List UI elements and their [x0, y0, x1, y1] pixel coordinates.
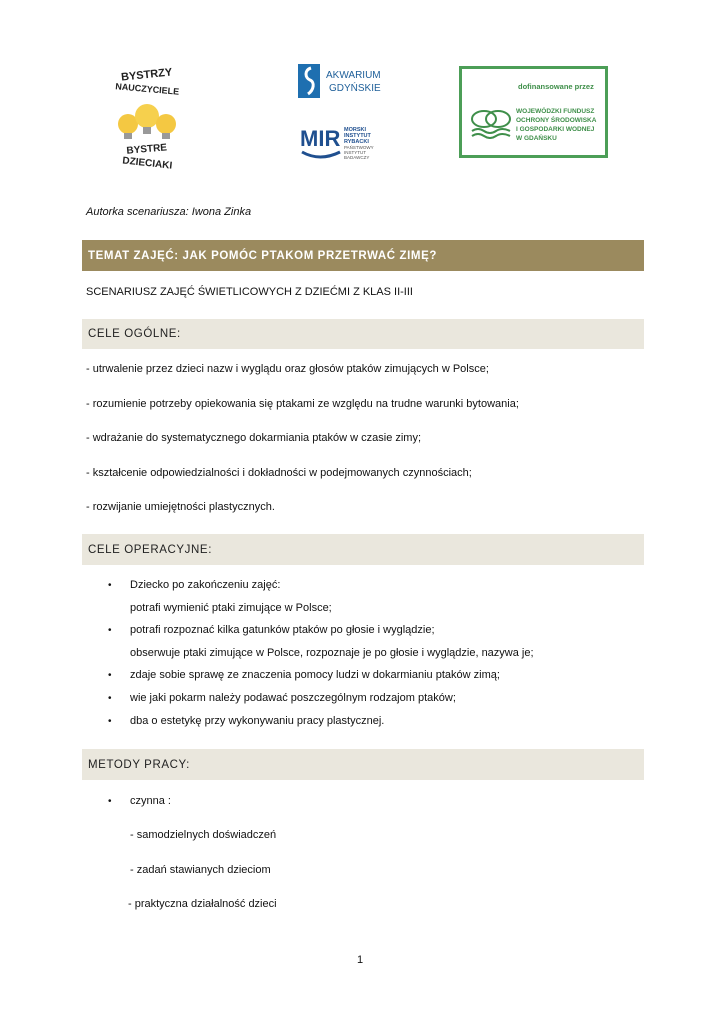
logo-text-4: DZIECIAKI: [121, 155, 173, 172]
cele-operacyjne-item: potrafi wymienić ptaki zimujące w Polsce;: [130, 602, 332, 614]
bullet: •: [108, 693, 112, 704]
mir-line5: INSTYTUT: [344, 150, 366, 155]
fund-line4: W GDAŃSKU: [516, 135, 557, 142]
topic-heading: TEMAT ZAJĘĆ: JAK POMÓC PTAKOM PRZETRWAĆ ZIMĘ?: [82, 240, 644, 271]
scenario-line: SCENARIUSZ ZAJĘĆ ŚWIETLICOWYCH Z DZIEĆMI Z KLAS II-III: [86, 286, 413, 298]
cele-ogolne-heading: CELE OGÓLNE:: [82, 319, 644, 349]
fish-net-icon: [470, 107, 512, 139]
author-line: Autorka scenariusza: Iwona Zinka: [86, 206, 252, 218]
metody-sub: - praktyczna działalność dzieci: [128, 898, 277, 910]
cele-ogolne-item: - rozumienie potrzeby opiekowania się ptakami ze względu na trudne warunki bytowania;: [86, 398, 519, 410]
akwarium-line2: GDYŃSKIE: [329, 83, 381, 94]
cele-operacyjne-item: wie jaki pokarm należy podawać poszczególnym rodzajom ptaków;: [130, 692, 456, 704]
metody-sub: - zadań stawianych dzieciom: [130, 864, 271, 876]
metody-heading: METODY PRACY:: [82, 749, 644, 780]
mir-line2: INSTYTUT: [344, 133, 371, 139]
logo-text-1: BYSTRZY: [120, 66, 173, 84]
mir-line3: RYBACKI: [344, 139, 369, 145]
fund-line3: I GOSPODARKI WODNEJ: [516, 126, 595, 133]
bullet: •: [108, 625, 112, 636]
cele-ogolne-item: - rozwijanie umiejętności plastycznych.: [86, 501, 275, 513]
bystrzy-nauczyciele-logo: [108, 64, 186, 172]
metody-sub: - samodzielnych doświadczeń: [130, 829, 277, 841]
mir-line4: PAŃSTWOWY: [344, 145, 374, 150]
logo-text-3: BYSTRE: [126, 142, 168, 157]
cele-operacyjne-item: Dziecko po zakończeniu zajęć:: [130, 579, 281, 591]
fund-header: dofinansowane przez: [518, 82, 594, 91]
cele-operacyjne-item: obserwuje ptaki zimujące w Polsce, rozpoznaje je po głosie i wyglądzie, nazywa je;: [130, 647, 534, 659]
cele-operacyjne-heading: CELE OPERACYJNE:: [82, 534, 644, 565]
wave-icon: [302, 152, 340, 157]
cele-operacyjne-item: zdaje sobie sprawę ze znaczenia pomocy ludzi w dokarmianiu ptaków zimą;: [130, 669, 500, 681]
mir-logo: [300, 122, 380, 164]
bullet: •: [108, 716, 112, 727]
cele-ogolne-item: - utrwalenie przez dzieci nazw i wyglądu oraz głosów ptaków zimujących w Polsce;: [86, 363, 489, 375]
fund-line1: WOJEWÓDZKI FUNDUSZ: [516, 108, 595, 115]
bullet: •: [108, 670, 112, 681]
wfosigw-logo: [459, 66, 608, 158]
logo-text-2: NAUCZYCIELE: [114, 81, 180, 97]
metody-main: czynna :: [130, 795, 171, 807]
fund-name: [516, 107, 596, 143]
cele-ogolne-item: - wdrażanie do systematycznego dokarmiania ptaków w czasie zimy;: [86, 432, 422, 444]
mir-acronym: MIR: [300, 126, 341, 151]
bullet: •: [108, 796, 112, 807]
cele-ogolne-item: - kształcenie odpowiedzialności i dokładności w podejmowanych czynnościach;: [86, 467, 472, 479]
akwarium-line1: AKWARIUM: [326, 70, 381, 81]
akwarium-gdynskie-logo: [298, 64, 388, 100]
page-number: 1: [357, 954, 364, 966]
bullet: •: [108, 580, 112, 591]
cele-operacyjne-item: potrafi rozpoznać kilka gatunków ptaków po głosie i wyglądzie;: [130, 624, 435, 636]
cele-operacyjne-item: dba o estetykę przy wykonywaniu pracy plastycznej.: [130, 715, 385, 727]
mir-line1: MORSKI: [344, 127, 366, 133]
fund-line2: OCHRONY ŚRODOWISKA: [516, 117, 597, 124]
mir-line6: BADAWCZY: [344, 155, 370, 160]
